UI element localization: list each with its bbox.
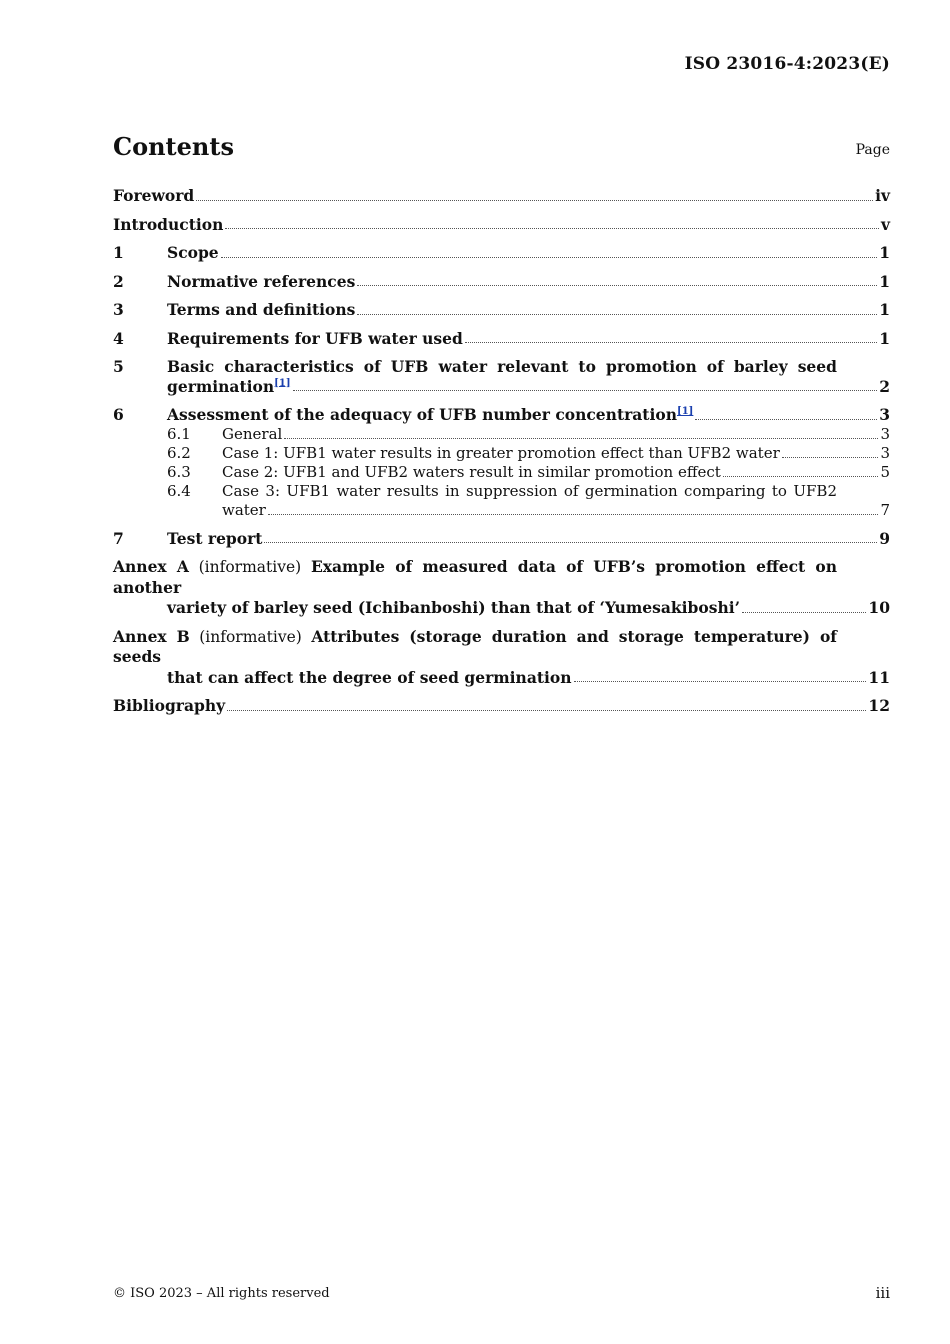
toc-entry-text-line-1: Basic characteristics of UFB water relevant to promotion of barley seed <box>167 357 837 376</box>
page-column-label: Page <box>855 142 890 158</box>
dot-leader <box>268 513 879 515</box>
toc-subclause-number: 6.3 <box>167 462 191 481</box>
annex-informative-tag: (informative) <box>199 627 302 646</box>
bibliography-reference-link[interactable]: [1] <box>676 405 694 417</box>
toc-page-number: 10 <box>868 598 890 617</box>
toc-entry-text: Case 2: UFB1 and UFB2 waters result in similar promotion effect <box>222 462 721 481</box>
dot-leader <box>574 680 867 682</box>
toc-page-number: 5 <box>880 462 890 481</box>
toc-clause-number: 4 <box>113 328 124 348</box>
toc-page-number: 3 <box>880 443 890 462</box>
dot-leader <box>284 437 878 439</box>
toc-page-number: 11 <box>868 667 890 687</box>
annex-title-line-2: variety of barley seed (Ichibanboshi) than that of ‘Yumesakiboshi’ <box>167 598 741 617</box>
toc-subentry-case-1[interactable] <box>167 444 890 463</box>
toc-entry-assessment[interactable] <box>113 405 890 425</box>
toc-clause-number: 7 <box>113 528 124 548</box>
toc-clause-number: 1 <box>113 243 124 262</box>
dot-leader <box>695 418 877 420</box>
toc-entry-introduction[interactable] <box>113 215 890 235</box>
dot-leader <box>221 256 878 258</box>
toc-entry-test-report[interactable] <box>113 529 890 549</box>
dot-leader <box>782 456 879 458</box>
toc-entry-annex-a[interactable] <box>113 557 890 618</box>
toc-entry-text <box>167 405 693 425</box>
annex-title-line-2: that can affect the degree of seed germination <box>167 667 572 687</box>
toc-page-number: iv <box>875 186 890 205</box>
toc-entry-annex-b[interactable] <box>113 627 890 688</box>
footer-page-number: iii <box>875 1284 890 1302</box>
toc-page-number: 3 <box>880 424 890 443</box>
dot-leader <box>742 611 866 613</box>
toc-subentry-general[interactable] <box>167 425 890 444</box>
toc-subclause-number: 6.2 <box>167 443 191 462</box>
toc-entry-scope[interactable] <box>113 243 890 263</box>
toc-entry-text: Case 1: UFB1 water results in greater promotion effect than UFB2 water <box>222 443 780 462</box>
toc-entry-text: Requirements for UFB water used <box>167 328 463 348</box>
toc-entry-normative-references[interactable] <box>113 272 890 292</box>
dot-leader <box>357 313 877 315</box>
annex-label: Annex A <box>113 557 189 576</box>
toc-entry-label: Assessment of the adequacy of UFB number concentration <box>167 405 677 424</box>
toc-page-number: v <box>880 214 890 234</box>
toc-subentry-case-3[interactable] <box>167 482 890 520</box>
annex-label: Annex B <box>113 626 190 646</box>
toc-entry-terms-and-definitions[interactable] <box>113 300 890 320</box>
toc-clause-number: 5 <box>113 357 124 376</box>
toc-entry-text: Test report <box>167 528 263 548</box>
toc-clause-number: 2 <box>113 271 124 291</box>
toc-subclause-number: 6.1 <box>167 424 191 443</box>
toc-entry-bibliography[interactable] <box>113 696 890 716</box>
contents-title: Contents <box>113 132 234 161</box>
toc-entry-text: Scope <box>167 243 219 262</box>
toc-entry-text: Foreword <box>113 186 195 205</box>
toc-entry-text: Normative references <box>167 271 356 291</box>
dot-leader <box>225 227 879 229</box>
toc-subclause-number: 6.4 <box>167 481 191 500</box>
toc-entry-text: Bibliography <box>113 696 226 715</box>
annex-a-line-1 <box>113 557 837 598</box>
dot-leader <box>723 475 879 477</box>
toc-entry-basic-characteristics[interactable] <box>113 357 890 396</box>
annex-b-line-1 <box>113 627 837 668</box>
toc-entry-text: germination <box>167 376 275 396</box>
toc-page-number: 1 <box>879 271 890 291</box>
toc-entry-text: General <box>222 424 283 443</box>
toc-entry-foreword[interactable] <box>113 186 890 206</box>
annex-informative-tag: (informative) <box>198 558 302 576</box>
dot-leader <box>264 541 877 543</box>
toc-entry-text: Terms and definitions <box>167 300 356 319</box>
dot-leader <box>227 709 866 711</box>
dot-leader <box>465 341 877 343</box>
dot-leader <box>357 284 877 286</box>
toc-page-number: 3 <box>879 405 890 424</box>
bibliography-reference-link[interactable]: [1] <box>274 377 291 389</box>
toc-page-number: 9 <box>879 528 890 548</box>
footer-copyright: © ISO 2023 – All rights reserved <box>113 1286 330 1301</box>
toc-entry-text-line-1: Case 3: UFB1 water results in suppression of germination comparing to UFB2 <box>222 481 837 500</box>
toc-entry-text-line-2 <box>167 377 291 397</box>
toc-page-number: 12 <box>868 696 890 715</box>
toc-clause-number: 3 <box>113 300 124 319</box>
annex-b-line-2 <box>113 668 890 688</box>
toc-page-number: 7 <box>880 500 890 519</box>
toc-entry-text: Introduction <box>113 214 224 234</box>
annex-title-line-1: Example of measured data of UFB’s promotion effect on another <box>113 557 837 597</box>
toc-subentries-6 <box>113 425 890 520</box>
toc-subentry-case-2[interactable] <box>167 463 890 482</box>
toc-entry-requirements[interactable] <box>113 329 890 349</box>
document-id: ISO 23016-4:2023(E) <box>684 54 890 74</box>
toc-page-number: 1 <box>879 243 890 262</box>
annex-title-line-1: Attributes (storage duration and storage temperature) of seeds <box>113 626 837 666</box>
toc-page-number: 1 <box>879 328 890 348</box>
dot-leader <box>293 389 878 391</box>
dot-leader <box>196 199 873 201</box>
toc-clause-number: 6 <box>113 405 124 424</box>
toc-page-number: 1 <box>879 300 890 319</box>
toc-page-number: 2 <box>879 376 890 396</box>
toc-entry-text-line-2: water <box>222 500 266 519</box>
annex-a-line-2 <box>113 598 890 618</box>
table-of-contents <box>113 186 890 725</box>
